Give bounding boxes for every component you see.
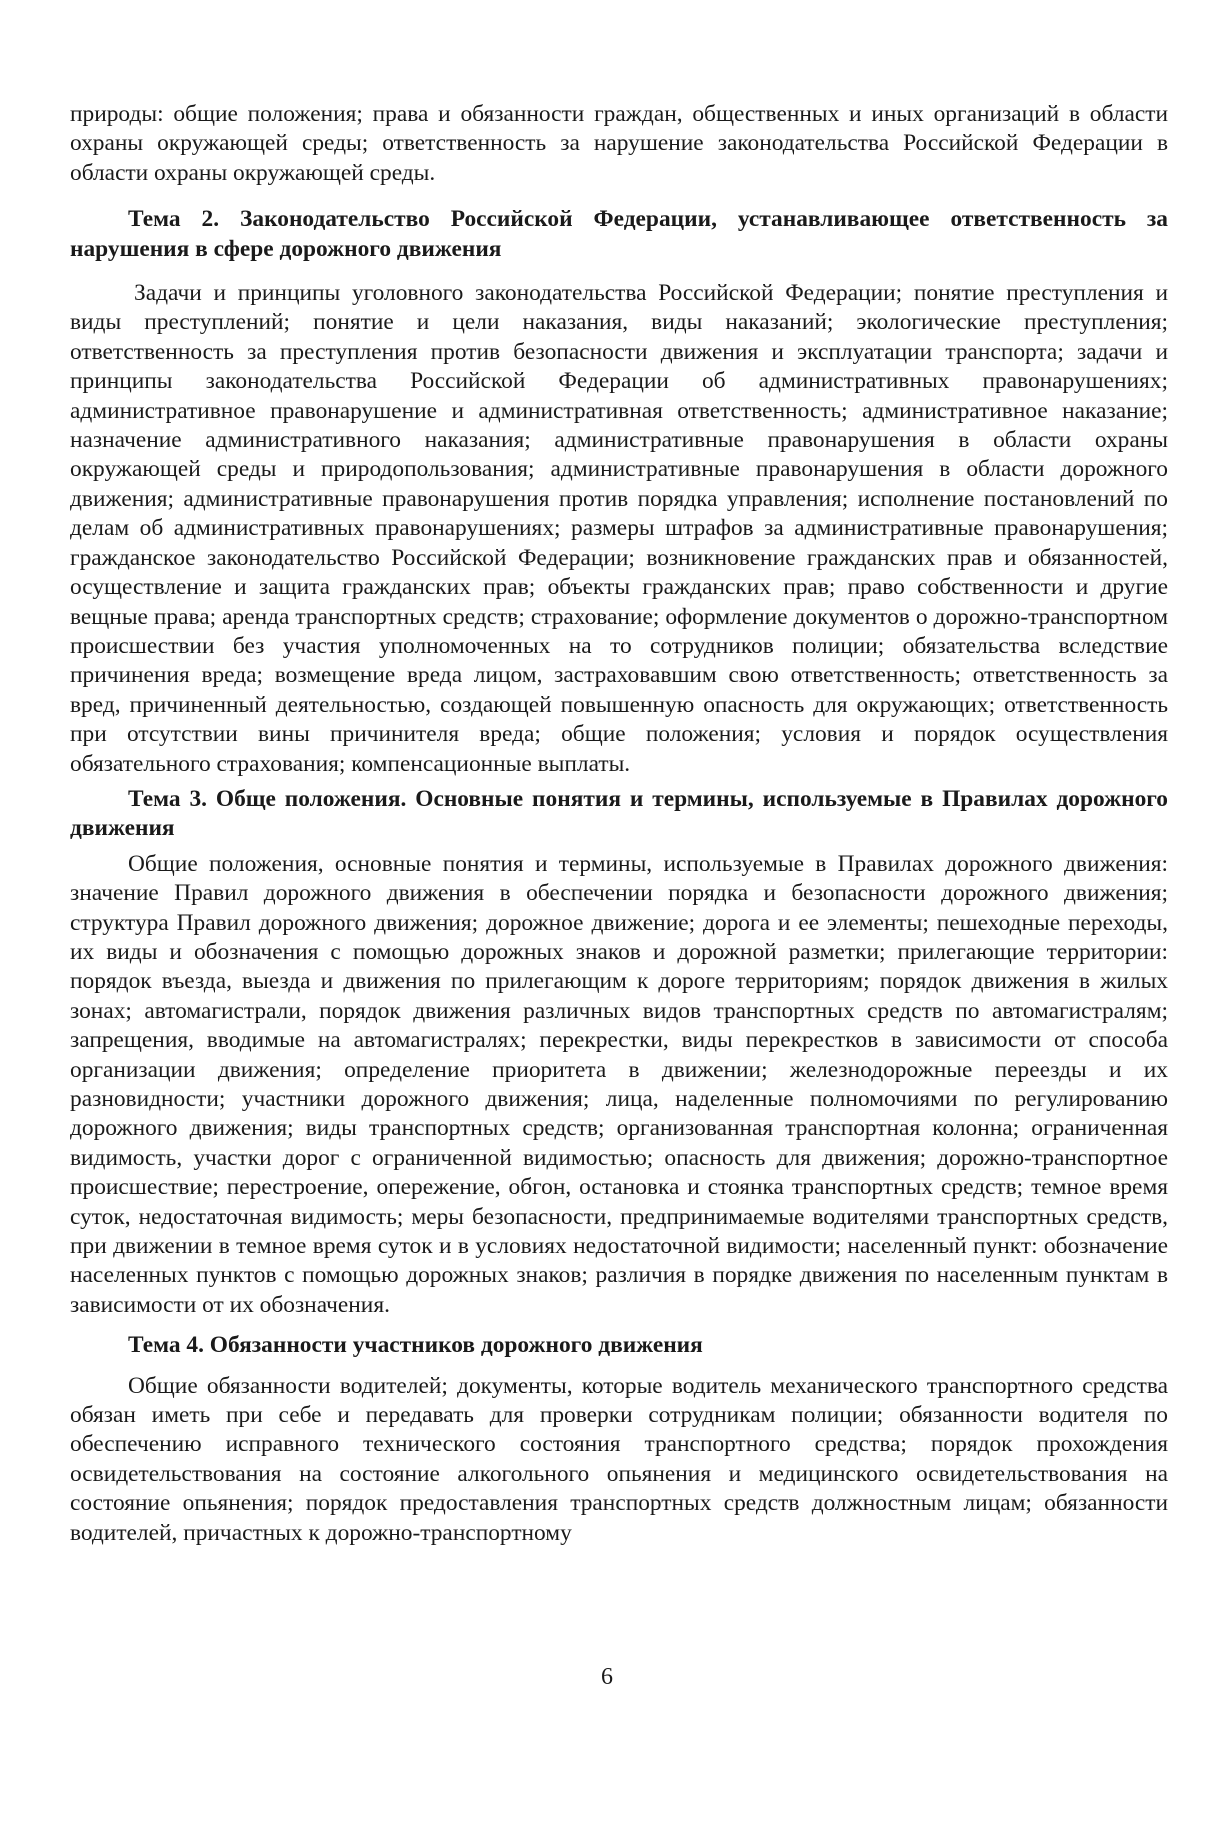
document-page	[70, 100, 1168, 1548]
intro-paragraph: природы: общие положения; права и обязанности граждан, общественных и иных организаций в области охраны окружающей среды; ответственность за нарушение законодательства Российской Федерации в области охраны окружающей среды.	[70, 101, 1168, 186]
section-heading-topic-3: Тема 3. Обще положения. Основные понятия и термины, используемые в Правилах дорожного движения	[70, 785, 1168, 842]
section-body-topic-3: Общие положения, основные понятия и термины, используемые в Правилах дорожного движения: значение Правил дорожного движения в обеспечении порядка и безопасности дорожного движения; структура Правил дорожного движения; дорожное движение; дорога и ее элементы; пешеходные переходы, их виды и обозначения с помощью дорожных знаков и дорожной разметки; прилегающие территории: порядок въезда, выезда и движения по прилегающим к дороге территориям; порядок движения в жилых зонах; автомагистрали, порядок движения различных видов транспортных средств по автомагистралям; запрещения, вводимые на автомагистралях; перекрестки, виды перекрестков в зависимости от способа организации движения; определение приоритета в движении; железнодорожные переезды и их разновидности; участники дорожного движения; лица, наделенные полномочиями по регулированию дорожного движения; виды транспортных средств; организованная транспортная колонна; ограниченная видимость, участки дорог с ограниченной видимостью; опасность для движения; дорожно-транспортное происшествие; перестроение, опережение, обгон, остановка и стоянка транспортных средств; темное время суток, недостаточная видимость; меры безопасности, предпринимаемые водителями транспортных средств, при движении в темное время суток и в условиях недостаточной видимости; населенный пункт: обозначение населенных пунктов с помощью дорожных знаков; различия в порядке движения по населенным пунктам в зависимости от их обозначения.	[70, 850, 1168, 1318]
page-number: 6	[601, 1664, 613, 1690]
section-heading-topic-2: Тема 2. Законодательство Российской Федерации, устанавливающее ответственность за нарушения в сфере дорожного движения	[70, 206, 1168, 262]
section-heading-topic-4: Тема 4. Обязанности участников дорожного движения	[128, 1332, 703, 1359]
section-body-topic-4: Общие обязанности водителей; документы, которые водитель механического транспортного средства обязан иметь при себе и передавать для проверки сотрудникам полиции; обязанности водителя по обеспечению исправного технического состояния транспортного средства; порядок прохождения освидетельствования на состояние алкогольного опьянения и медицинского освидетельствования на состояние опьянения; порядок предоставления транспортных средств должностным лицам; обязанности водителей, причастных к дорожно-транспортному	[70, 1372, 1168, 1546]
section-body-topic-2: Задачи и принципы уголовного законодательства Российской Федерации; понятие преступления и виды преступлений; понятие и цели наказания, виды наказаний; экологические преступления; ответственность за преступления против безопасности движения и эксплуатации транспорта; задачи и принципы законодательства Российской Федерации об административных правонарушениях; административное правонарушение и административная ответственность; административное наказание; назначение административного наказания; административные правонарушения в области охраны окружающей среды и природопользования; административные правонарушения в области дорожного движения; административные правонарушения против порядка управления; исполнение постановлений по делам об административных правонарушениях; размеры штрафов за административные правонарушения; гражданское законодательство Российской Федерации; возникновение гражданских прав и обязанностей, осуществление и защита гражданских прав; объекты гражданских прав; право собственности и другие вещные права; аренда транспортных средств; страхование; оформление документов о дорожно-транспортном происшествии без участия уполномоченных на то сотрудников полиции; обязательства вследствие причинения вреда; возмещение вреда лицом, застраховавшим свою ответственность; ответственность за вред, причиненный деятельностью, создающей повышенную опасность для окружающих; ответственность при отсутствии вины причинителя вреда; общие положения; условия и порядок осуществления обязательного страхования; компенсационные выплаты.	[70, 280, 1168, 777]
